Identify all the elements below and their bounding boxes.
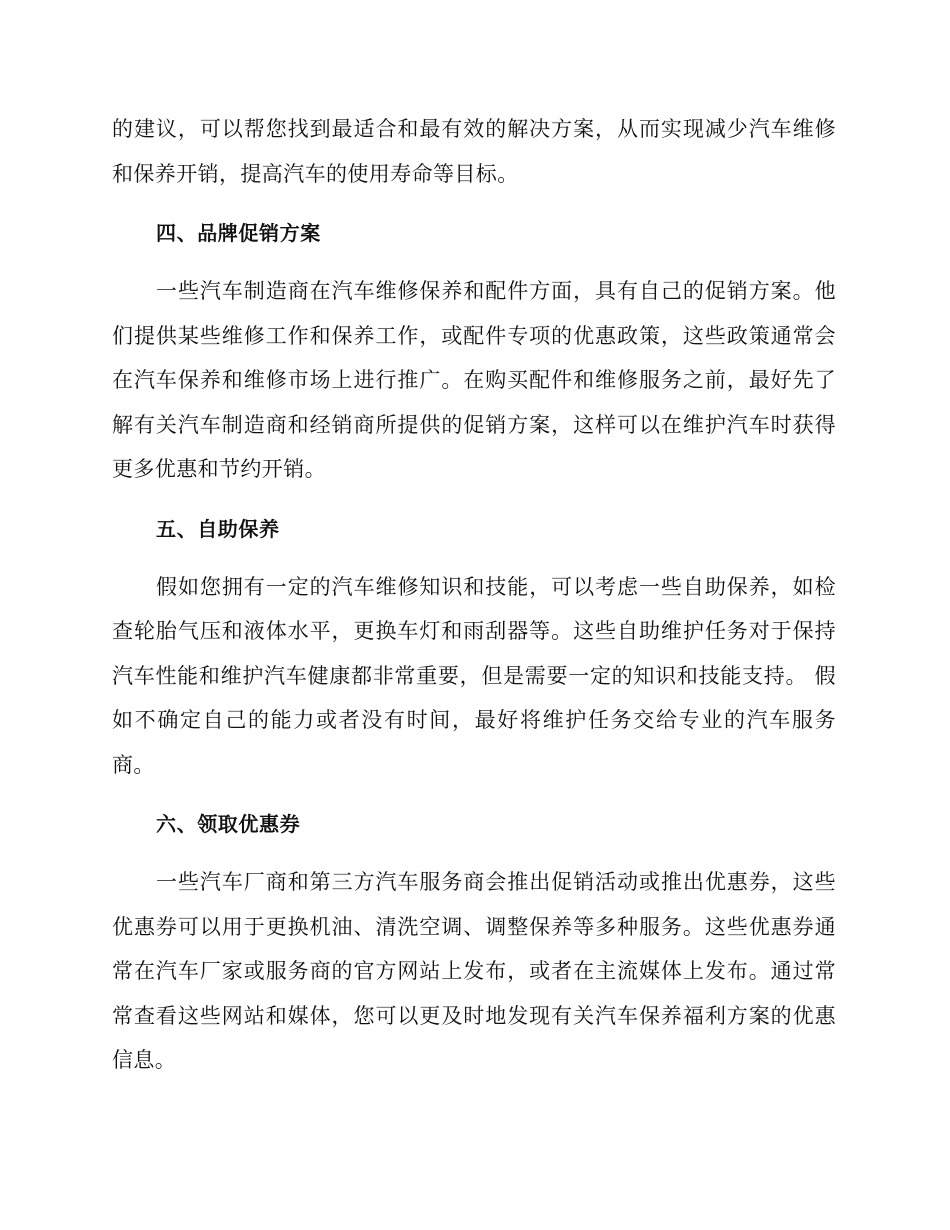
section-heading-coupons: 六、领取优惠券 (156, 812, 301, 836)
section-heading-self-maintenance: 五、自助保养 (156, 516, 280, 541)
coupons-paragraph: 一些汽车厂商和第三方汽车服务商会推出促销活动或推出优惠券，这些优惠券可以用于更换机油、清洗空调、调整保养等多种服务。这些优惠券通常在汽车厂家或服务商的官方网站上发布，或者在主流媒体上发布。通过常常查看这些网站和媒体，您可以更及时地发现有关汽车保养福利方案的优惠信息。 (112, 870, 836, 1072)
intro-paragraph-continuation: 的建议，可以帮您找到最适合和最有效的解决方案，从而实现减少汽车维修和保养开销，提高汽车的使用寿命等目标。 (112, 117, 836, 186)
document-page (112, 107, 836, 1083)
self-maintenance-paragraph: 假如您拥有一定的汽车维修知识和技能，可以考虑一些自助保养，如检查轮胎气压和液体水平，更换车灯和雨刮器等。这些自助维护任务对于保持汽车性能和维护汽车健康都非常重要，但是需要一定的知识和技能支持。 假如不确定自己的能力或者没有时间，最好将维护任务交给专业的汽车服务商。 (112, 574, 836, 777)
section-heading-brand-promotion: 四、品牌促销方案 (156, 221, 321, 245)
brand-promotion-paragraph: 一些汽车制造商在汽车维修保养和配件方面，具有自己的促销方案。他们提供某些维修工作和保养工作，或配件专项的优惠政策，这些政策通常会在汽车保养和维修市场上进行推广。在购买配件和维修服务之前，最好先了解有关汽车制造商和经销商所提供的促销方案，这样可以在维护汽车时获得更多优惠和节约开销。 (112, 279, 836, 481)
